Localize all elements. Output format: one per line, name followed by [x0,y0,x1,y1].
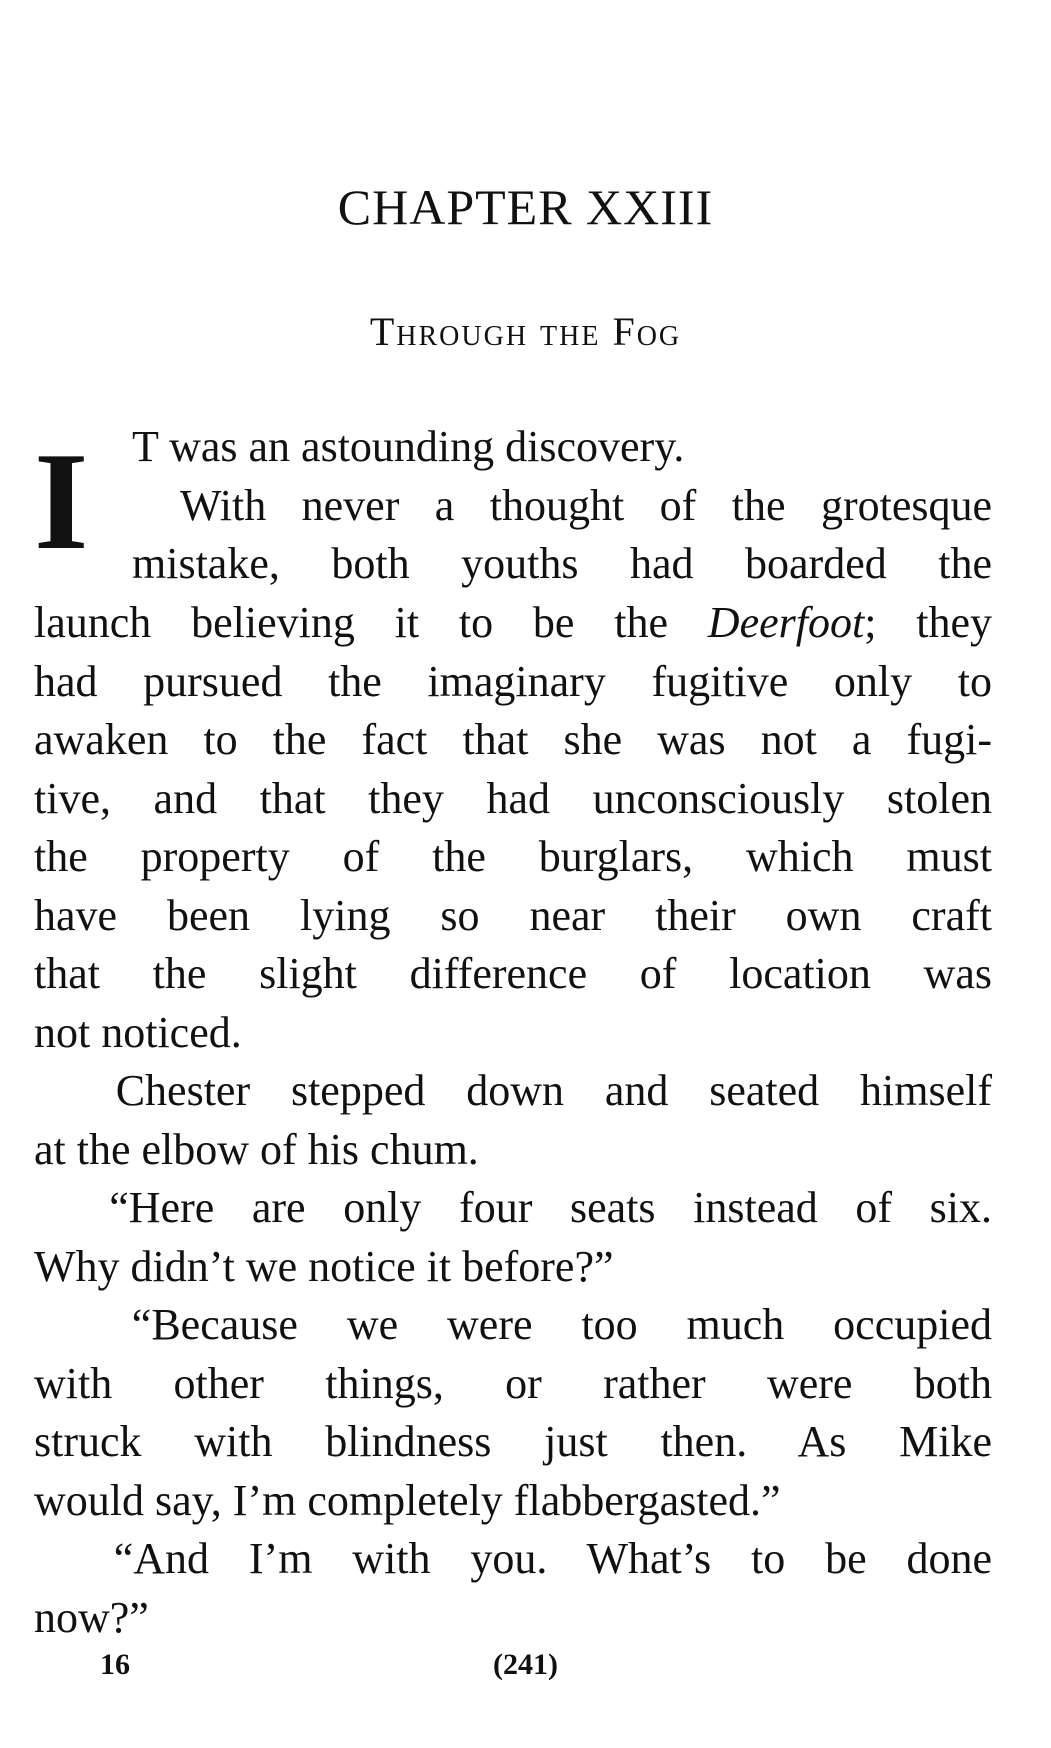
text-span: “Because we were too much occupied [34,1300,992,1349]
text-span: the property of the burglars, which must [34,832,992,881]
body-text [34,594,992,1647]
text-line [34,653,992,712]
text-line [34,1355,992,1414]
text-line [34,594,992,653]
text-span: Why didn’t we notice it before?” [34,1241,614,1291]
text-span: awaken to the fact that she was not a fugi- [34,715,992,764]
opening-line: T was an astounding discovery. [132,422,685,471]
text-line [34,1179,992,1238]
text-span: have been lying so near their own craft [34,890,992,940]
text-span: launch believing it to be the [34,598,708,647]
text-span: struck with blindness just then. As Mike [34,1417,992,1466]
text-line [34,1413,992,1472]
text-line [34,828,992,887]
opening-line: With never a thought of the grotesque [180,480,992,530]
text-span: would say, I’m completely flabbergasted.” [34,1475,781,1525]
text-line [34,887,992,946]
text-span: not noticed. [34,1007,242,1057]
chapter-title: CHAPTER XXIII [337,179,714,235]
text-line [34,711,992,770]
italic-ship-name: Deerfoot [707,598,865,647]
text-span: had pursued the imaginary fugitive only to [34,656,992,706]
opening-paragraph [132,418,992,594]
text-line [34,770,992,829]
text-span: at the elbow of his chum. [34,1124,479,1174]
drop-cap: I [34,424,89,579]
text-line [34,1004,992,1063]
text-line [34,1589,992,1648]
text-span: tive, and that they had unconsciously stolen [34,773,992,823]
text-span: Chester stepped down and seated himself [34,1066,992,1115]
text-line [34,1296,992,1355]
opening-line: mistake, both youths had boarded the [132,539,992,588]
text-span: ; they [864,598,992,647]
text-line [34,945,992,1004]
chapter-subtitle: Through the Fog [369,309,682,354]
text-line [34,1530,992,1589]
text-span: now?” [34,1592,149,1642]
text-span: “Here are only four seats instead of six. [34,1183,992,1232]
text-span: that the slight difference of location was [34,949,992,998]
text-line [34,1121,992,1180]
text-span: with other things, or rather were both [34,1358,992,1408]
text-line [34,1238,992,1297]
text-span: “And I’m with you. What’s to be done [34,1534,992,1583]
signature-mark: 16 [100,1648,130,1681]
text-line [34,1062,992,1121]
page-number: (241) [493,1648,558,1681]
text-line [34,1472,992,1531]
